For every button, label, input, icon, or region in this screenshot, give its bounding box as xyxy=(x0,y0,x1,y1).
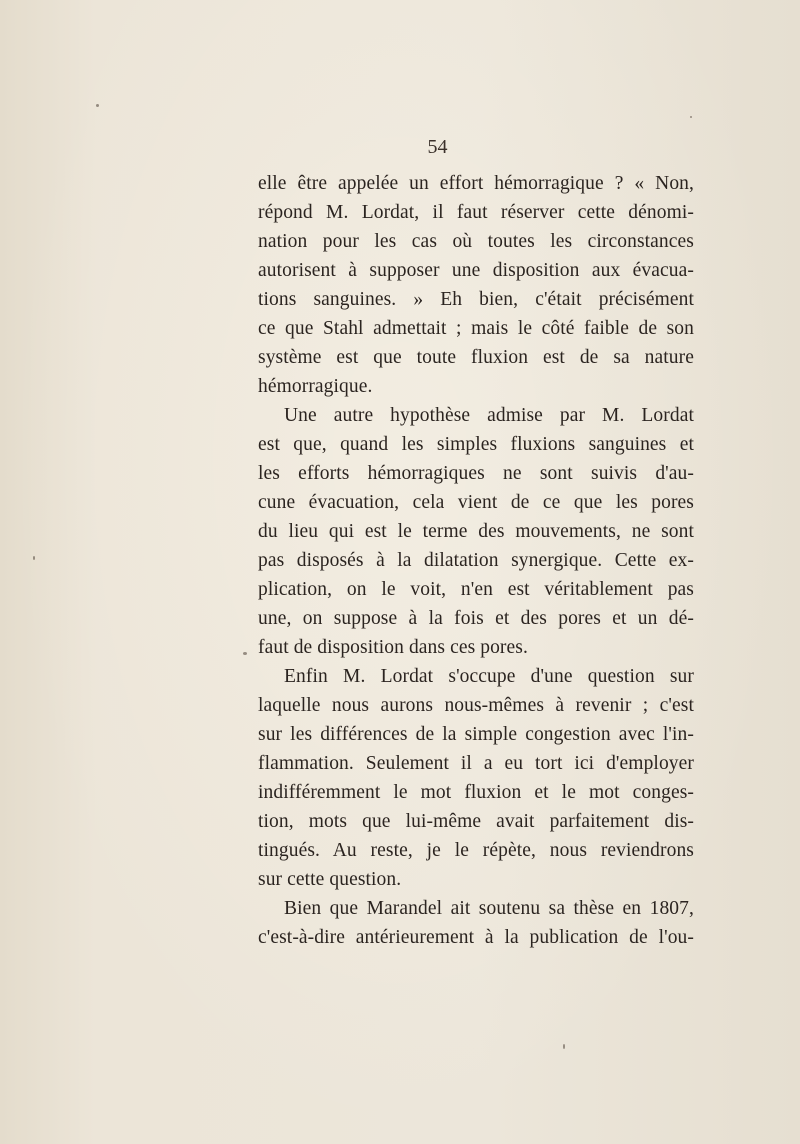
paragraph-start-line: Bien que Marandel ait soutenu sa thèse en 1807, xyxy=(284,898,694,919)
paper-speck xyxy=(33,556,35,560)
text-line: cune évacuation, cela vient de ce que les pores xyxy=(258,492,694,513)
text-line: est que, quand les simples fluxions sanguines et xyxy=(258,434,694,455)
text-line: hémorragique. xyxy=(258,376,373,397)
text-line: tion, mots que lui-même avait parfaitement dis- xyxy=(258,811,694,832)
text-line: du lieu qui est le terme des mouvements, ne sont xyxy=(258,521,694,542)
text-line: indifféremment le mot fluxion et le mot conges- xyxy=(258,782,694,803)
text-line: sur cette question. xyxy=(258,869,402,890)
text-line: nation pour les cas où toutes les circonstances xyxy=(258,231,694,252)
text-line: système est que toute fluxion est de sa nature xyxy=(258,347,694,368)
paper-speck xyxy=(690,116,692,118)
text-line: elle être appelée un effort hémorragique ? « Non, xyxy=(258,173,694,194)
text-line: pas disposés à la dilatation synergique. Cette ex- xyxy=(258,550,694,571)
paper-speck xyxy=(96,104,99,107)
text-line: tingués. Au reste, je le répète, nous reviendrons xyxy=(258,840,694,861)
text-line: autorisent à supposer une disposition aux évacua- xyxy=(258,260,694,281)
paragraph-start-line: Enfin M. Lordat s'occupe d'une question sur xyxy=(284,666,694,687)
text-line: ce que Stahl admettait ; mais le côté faible de son xyxy=(258,318,694,339)
body-text xyxy=(258,169,694,952)
text-line: c'est-à-dire antérieurement à la publication de l'ou- xyxy=(258,927,694,948)
paragraph-start-line: Une autre hypothèse admise par M. Lordat xyxy=(284,405,694,426)
text-line: une, on suppose à la fois et des pores et un dé- xyxy=(258,608,694,629)
paper-speck xyxy=(243,652,247,655)
text-line: flammation. Seulement il a eu tort ici d'employer xyxy=(258,753,694,774)
text-line: faut de disposition dans ces pores. xyxy=(258,637,528,658)
text-line: sur les différences de la simple congestion avec l'in- xyxy=(258,724,694,745)
text-line: répond M. Lordat, il faut réserver cette dénomi- xyxy=(258,202,694,223)
paper-speck xyxy=(563,1044,565,1049)
text-line: tions sanguines. » Eh bien, c'était précisément xyxy=(258,289,694,310)
text-line: plication, on le voit, n'en est véritablement pas xyxy=(258,579,694,600)
text-line: les efforts hémorragiques ne sont suivis d'au- xyxy=(258,463,694,484)
page-number: 54 xyxy=(427,136,448,158)
text-line: laquelle nous aurons nous-mêmes à revenir ; c'est xyxy=(258,695,694,716)
